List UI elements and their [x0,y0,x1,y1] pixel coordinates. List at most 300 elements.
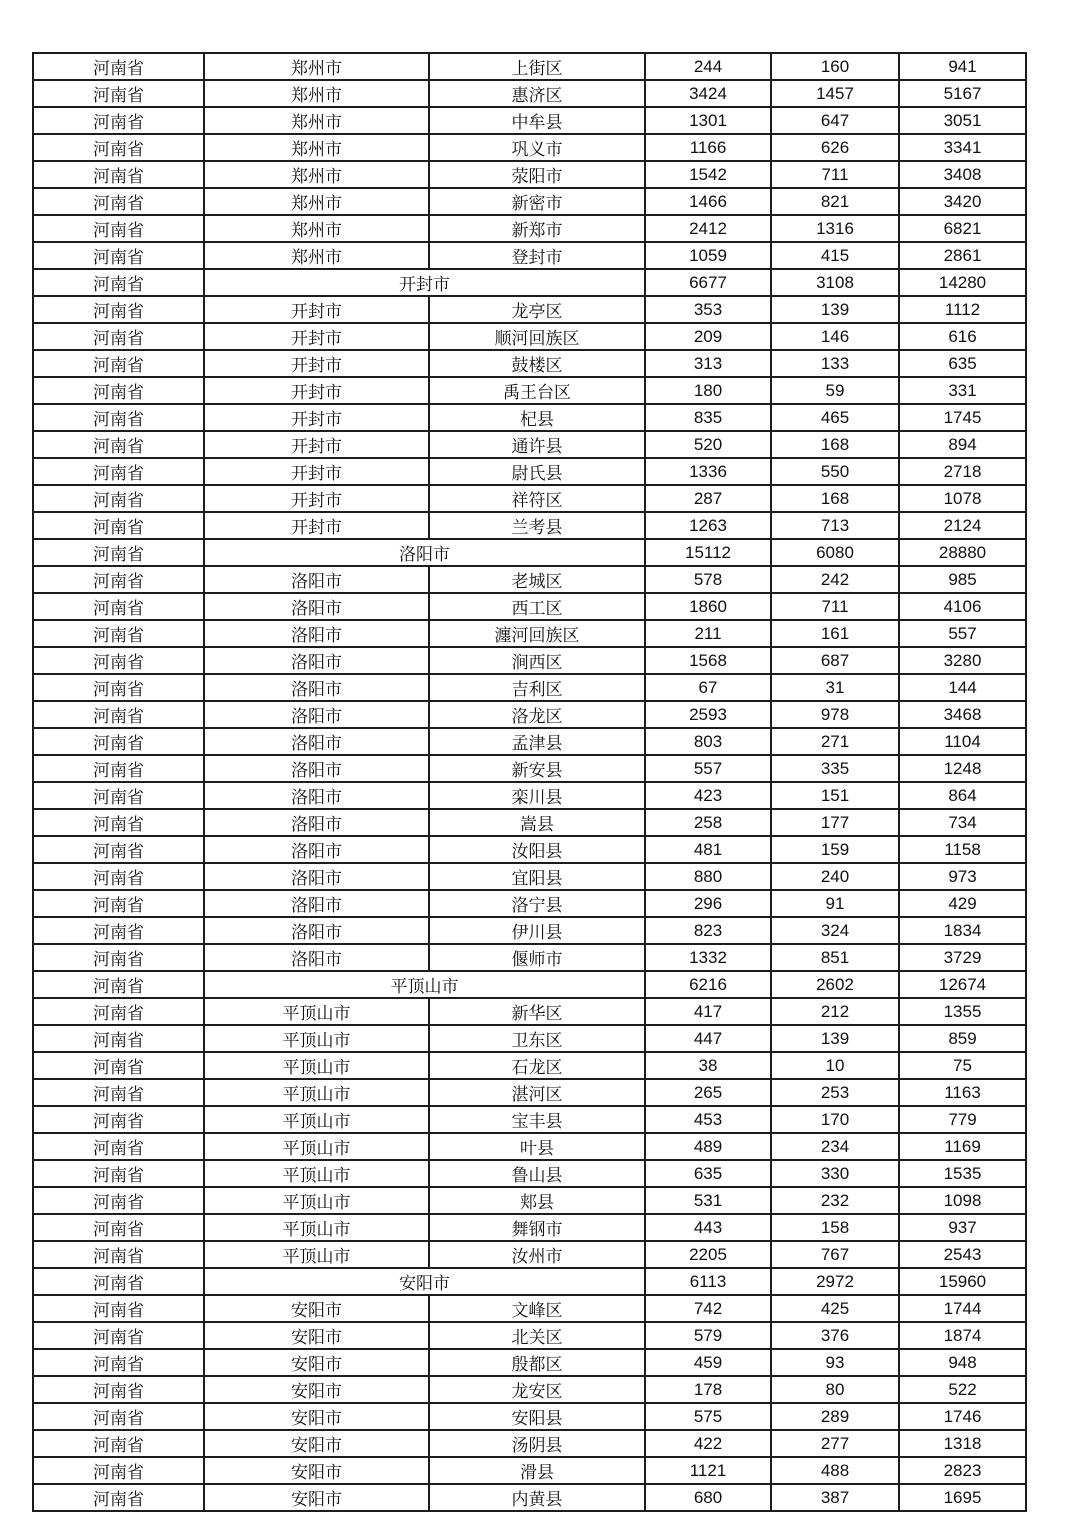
cell-value-3: 15960 [899,1268,1026,1295]
cell-value-2: 158 [771,1214,899,1241]
cell-district: 伊川县 [429,917,645,944]
table-row [33,836,1026,863]
cell-city: 平顶山市 [204,1079,429,1106]
cell-value-1: 1301 [645,107,771,134]
cell-value-3: 937 [899,1214,1026,1241]
cell-value-1: 6113 [645,1268,771,1295]
cell-district: 叶县 [429,1133,645,1160]
cell-province: 河南省 [33,1160,204,1187]
cell-city: 洛阳市 [204,944,429,971]
cell-value-3: 3468 [899,701,1026,728]
cell-province: 河南省 [33,1214,204,1241]
cell-district: 汝阳县 [429,836,645,863]
cell-city: 洛阳市 [204,647,429,674]
cell-value-3: 1744 [899,1295,1026,1322]
cell-value-3: 12674 [899,971,1026,998]
cell-value-1: 422 [645,1430,771,1457]
cell-city: 安阳市 [204,1322,429,1349]
cell-province: 河南省 [33,674,204,701]
cell-province: 河南省 [33,998,204,1025]
cell-value-1: 459 [645,1349,771,1376]
cell-city: 安阳市 [204,1376,429,1403]
cell-value-2: 133 [771,350,899,377]
cell-value-3: 1695 [899,1484,1026,1511]
cell-city: 开封市 [204,323,429,350]
cell-province: 河南省 [33,1241,204,1268]
region-statistics-table [32,52,1027,1512]
cell-district: 祥符区 [429,485,645,512]
document-page [32,52,1027,1512]
cell-value-1: 6677 [645,269,771,296]
cell-district: 新郑市 [429,215,645,242]
cell-city: 平顶山市 [204,998,429,1025]
cell-value-1: 1332 [645,944,771,971]
cell-value-1: 296 [645,890,771,917]
cell-value-2: 2602 [771,971,899,998]
cell-province: 河南省 [33,863,204,890]
cell-value-2: 713 [771,512,899,539]
cell-district: 上街区 [429,53,645,80]
table-row [33,1241,1026,1268]
cell-value-2: 6080 [771,539,899,566]
cell-value-2: 647 [771,107,899,134]
table-row [33,674,1026,701]
cell-value-2: 376 [771,1322,899,1349]
cell-province: 河南省 [33,971,204,998]
cell-value-1: 2593 [645,701,771,728]
cell-city: 开封市 [204,350,429,377]
cell-value-3: 144 [899,674,1026,701]
cell-value-2: 978 [771,701,899,728]
cell-district: 西工区 [429,593,645,620]
cell-province: 河南省 [33,782,204,809]
cell-value-2: 240 [771,863,899,890]
cell-value-3: 1158 [899,836,1026,863]
table-row [33,1079,1026,1106]
cell-city: 洛阳市 [204,782,429,809]
cell-district: 舞钢市 [429,1214,645,1241]
cell-value-3: 948 [899,1349,1026,1376]
cell-province: 河南省 [33,539,204,566]
cell-value-1: 1568 [645,647,771,674]
cell-province: 河南省 [33,1295,204,1322]
cell-value-3: 522 [899,1376,1026,1403]
cell-value-1: 353 [645,296,771,323]
cell-value-1: 211 [645,620,771,647]
cell-district: 汝州市 [429,1241,645,1268]
cell-city: 洛阳市 [204,755,429,782]
cell-district: 洛宁县 [429,890,645,917]
cell-province: 河南省 [33,1187,204,1214]
cell-value-3: 779 [899,1106,1026,1133]
cell-value-3: 1169 [899,1133,1026,1160]
cell-province: 河南省 [33,1133,204,1160]
cell-province: 河南省 [33,431,204,458]
table-row [33,107,1026,134]
cell-value-2: 168 [771,431,899,458]
cell-value-3: 1112 [899,296,1026,323]
cell-city: 开封市 [204,404,429,431]
cell-district: 老城区 [429,566,645,593]
cell-district: 通许县 [429,431,645,458]
cell-district: 宝丰县 [429,1106,645,1133]
cell-district: 吉利区 [429,674,645,701]
cell-province: 河南省 [33,1484,204,1511]
cell-district: 鼓楼区 [429,350,645,377]
cell-district: 龙安区 [429,1376,645,1403]
cell-value-2: 59 [771,377,899,404]
cell-city: 平顶山市 [204,1187,429,1214]
cell-value-3: 1318 [899,1430,1026,1457]
cell-value-1: 742 [645,1295,771,1322]
cell-city: 平顶山市 [204,1214,429,1241]
cell-value-1: 209 [645,323,771,350]
cell-value-3: 864 [899,782,1026,809]
cell-city: 郑州市 [204,53,429,80]
cell-value-1: 2205 [645,1241,771,1268]
cell-value-2: 1316 [771,215,899,242]
cell-province: 河南省 [33,728,204,755]
table-row [33,1052,1026,1079]
cell-district: 偃师市 [429,944,645,971]
cell-value-2: 465 [771,404,899,431]
cell-value-1: 481 [645,836,771,863]
cell-district: 兰考县 [429,512,645,539]
cell-province: 河南省 [33,593,204,620]
cell-city: 开封市 [204,431,429,458]
cell-value-2: 767 [771,1241,899,1268]
table-row [33,134,1026,161]
cell-value-3: 1874 [899,1322,1026,1349]
cell-value-2: 242 [771,566,899,593]
cell-province: 河南省 [33,1376,204,1403]
cell-value-1: 489 [645,1133,771,1160]
cell-value-3: 1098 [899,1187,1026,1214]
cell-city: 洛阳市 [204,620,429,647]
cell-value-3: 3341 [899,134,1026,161]
cell-province: 河南省 [33,485,204,512]
cell-city: 郑州市 [204,80,429,107]
cell-value-3: 616 [899,323,1026,350]
cell-value-2: 271 [771,728,899,755]
cell-value-1: 15112 [645,539,771,566]
cell-district: 卫东区 [429,1025,645,1052]
cell-value-2: 177 [771,809,899,836]
cell-value-3: 331 [899,377,1026,404]
cell-city: 开封市 [204,512,429,539]
cell-value-2: 2972 [771,1268,899,1295]
cell-province: 河南省 [33,620,204,647]
cell-value-3: 3280 [899,647,1026,674]
table-row [33,1376,1026,1403]
table-row [33,188,1026,215]
cell-city: 平顶山市 [204,1025,429,1052]
cell-value-3: 894 [899,431,1026,458]
cell-value-3: 859 [899,1025,1026,1052]
cell-value-3: 3408 [899,161,1026,188]
cell-province: 河南省 [33,134,204,161]
cell-city: 郑州市 [204,188,429,215]
cell-city: 安阳市 [204,1349,429,1376]
cell-province: 河南省 [33,1403,204,1430]
cell-city: 平顶山市 [204,1160,429,1187]
cell-value-2: 31 [771,674,899,701]
cell-province: 河南省 [33,647,204,674]
cell-province: 河南省 [33,512,204,539]
cell-province: 河南省 [33,107,204,134]
cell-value-1: 1860 [645,593,771,620]
cell-district: 涧西区 [429,647,645,674]
cell-province: 河南省 [33,1025,204,1052]
cell-value-1: 880 [645,863,771,890]
table-row [33,161,1026,188]
cell-city: 洛阳市 [204,728,429,755]
cell-value-2: 324 [771,917,899,944]
cell-value-2: 139 [771,296,899,323]
table-row [33,917,1026,944]
cell-city: 平顶山市 [204,1106,429,1133]
cell-value-1: 557 [645,755,771,782]
cell-province: 河南省 [33,1268,204,1295]
table-row [33,566,1026,593]
cell-value-3: 557 [899,620,1026,647]
cell-city: 郑州市 [204,215,429,242]
cell-city: 洛阳市 [204,836,429,863]
table-row [33,728,1026,755]
table-row [33,53,1026,80]
cell-value-1: 244 [645,53,771,80]
cell-value-3: 3729 [899,944,1026,971]
cell-city: 开封市 [204,485,429,512]
cell-value-1: 447 [645,1025,771,1052]
cell-province: 河南省 [33,242,204,269]
cell-value-2: 488 [771,1457,899,1484]
cell-province: 河南省 [33,917,204,944]
cell-province: 河南省 [33,296,204,323]
cell-value-1: 1121 [645,1457,771,1484]
table-row [33,944,1026,971]
cell-province: 河南省 [33,1079,204,1106]
table-row [33,323,1026,350]
table-row [33,593,1026,620]
cell-value-1: 579 [645,1322,771,1349]
cell-district: 杞县 [429,404,645,431]
cell-value-3: 2861 [899,242,1026,269]
cell-province: 河南省 [33,809,204,836]
cell-value-3: 2543 [899,1241,1026,1268]
cell-value-1: 265 [645,1079,771,1106]
cell-city: 平顶山市 [204,1052,429,1079]
cell-value-1: 1263 [645,512,771,539]
table-row [33,1187,1026,1214]
cell-value-1: 453 [645,1106,771,1133]
cell-value-3: 3420 [899,188,1026,215]
table-row [33,1322,1026,1349]
table-row [33,431,1026,458]
cell-value-3: 1535 [899,1160,1026,1187]
cell-district: 新华区 [429,998,645,1025]
cell-city: 洛阳市 [204,863,429,890]
table-row [33,782,1026,809]
cell-district: 瀍河回族区 [429,620,645,647]
cell-value-2: 253 [771,1079,899,1106]
cell-province: 河南省 [33,458,204,485]
cell-value-3: 1078 [899,485,1026,512]
cell-city: 洛阳市 [204,917,429,944]
cell-province: 河南省 [33,1106,204,1133]
cell-district: 禹王台区 [429,377,645,404]
cell-district: 嵩县 [429,809,645,836]
cell-value-1: 520 [645,431,771,458]
cell-province: 河南省 [33,161,204,188]
table-row [33,647,1026,674]
cell-value-3: 429 [899,890,1026,917]
cell-value-2: 626 [771,134,899,161]
cell-province: 河南省 [33,215,204,242]
table-row [33,1025,1026,1052]
cell-value-1: 178 [645,1376,771,1403]
cell-province: 河南省 [33,890,204,917]
cell-district: 登封市 [429,242,645,269]
cell-value-3: 5167 [899,80,1026,107]
cell-city: 安阳市 [204,1484,429,1511]
cell-city: 郑州市 [204,107,429,134]
cell-value-1: 38 [645,1052,771,1079]
cell-district: 龙亭区 [429,296,645,323]
cell-city: 洛阳市 [204,593,429,620]
cell-district: 巩义市 [429,134,645,161]
cell-city-merged: 开封市 [204,269,645,296]
cell-city-merged: 安阳市 [204,1268,645,1295]
cell-city: 洛阳市 [204,701,429,728]
cell-value-1: 67 [645,674,771,701]
cell-district: 中牟县 [429,107,645,134]
cell-city: 平顶山市 [204,1133,429,1160]
cell-province: 河南省 [33,701,204,728]
cell-province: 河南省 [33,269,204,296]
table-row [33,1403,1026,1430]
cell-value-1: 180 [645,377,771,404]
table-row [33,1457,1026,1484]
cell-value-1: 417 [645,998,771,1025]
table-row [33,485,1026,512]
cell-value-3: 4106 [899,593,1026,620]
cell-value-2: 335 [771,755,899,782]
cell-value-2: 161 [771,620,899,647]
cell-city: 开封市 [204,377,429,404]
cell-value-2: 330 [771,1160,899,1187]
cell-province: 河南省 [33,944,204,971]
cell-district: 鲁山县 [429,1160,645,1187]
table-row [33,809,1026,836]
cell-value-2: 160 [771,53,899,80]
table-row [33,998,1026,1025]
cell-value-3: 1745 [899,404,1026,431]
cell-value-2: 10 [771,1052,899,1079]
cell-value-2: 711 [771,161,899,188]
cell-value-2: 80 [771,1376,899,1403]
cell-district: 荥阳市 [429,161,645,188]
table-row [33,404,1026,431]
cell-city: 开封市 [204,458,429,485]
table-row [33,296,1026,323]
cell-district: 顺河回族区 [429,323,645,350]
cell-value-3: 1248 [899,755,1026,782]
cell-city-merged: 洛阳市 [204,539,645,566]
cell-value-3: 6821 [899,215,1026,242]
cell-city: 安阳市 [204,1295,429,1322]
cell-city: 郑州市 [204,134,429,161]
cell-district: 滑县 [429,1457,645,1484]
cell-value-1: 3424 [645,80,771,107]
cell-value-1: 1542 [645,161,771,188]
cell-district: 宜阳县 [429,863,645,890]
table-row [33,1106,1026,1133]
cell-value-1: 803 [645,728,771,755]
cell-value-3: 734 [899,809,1026,836]
cell-value-1: 578 [645,566,771,593]
table-row [33,755,1026,782]
table-row [33,80,1026,107]
cell-value-3: 2823 [899,1457,1026,1484]
cell-value-2: 1457 [771,80,899,107]
cell-value-3: 2124 [899,512,1026,539]
cell-city: 洛阳市 [204,566,429,593]
cell-value-2: 91 [771,890,899,917]
cell-city: 平顶山市 [204,1241,429,1268]
cell-province: 河南省 [33,755,204,782]
cell-value-2: 168 [771,485,899,512]
table-row [33,863,1026,890]
cell-district: 石龙区 [429,1052,645,1079]
table-row [33,458,1026,485]
cell-city: 郑州市 [204,161,429,188]
cell-district: 殷都区 [429,1349,645,1376]
cell-value-2: 821 [771,188,899,215]
cell-province: 河南省 [33,1349,204,1376]
cell-value-2: 139 [771,1025,899,1052]
city-total-row [33,1268,1026,1295]
cell-value-1: 258 [645,809,771,836]
cell-value-1: 1466 [645,188,771,215]
cell-province: 河南省 [33,566,204,593]
cell-value-2: 687 [771,647,899,674]
cell-province: 河南省 [33,1430,204,1457]
cell-value-2: 170 [771,1106,899,1133]
cell-district: 北关区 [429,1322,645,1349]
cell-city-merged: 平顶山市 [204,971,645,998]
cell-district: 郏县 [429,1187,645,1214]
cell-district: 尉氏县 [429,458,645,485]
city-total-row [33,539,1026,566]
cell-value-2: 387 [771,1484,899,1511]
cell-province: 河南省 [33,1052,204,1079]
cell-value-1: 531 [645,1187,771,1214]
table-body [33,53,1026,1511]
cell-city: 郑州市 [204,242,429,269]
cell-province: 河南省 [33,188,204,215]
cell-district: 内黄县 [429,1484,645,1511]
cell-value-3: 14280 [899,269,1026,296]
cell-value-2: 851 [771,944,899,971]
cell-value-1: 680 [645,1484,771,1511]
cell-value-3: 941 [899,53,1026,80]
cell-city: 开封市 [204,296,429,323]
cell-province: 河南省 [33,1322,204,1349]
cell-district: 安阳县 [429,1403,645,1430]
cell-value-1: 287 [645,485,771,512]
cell-value-2: 151 [771,782,899,809]
